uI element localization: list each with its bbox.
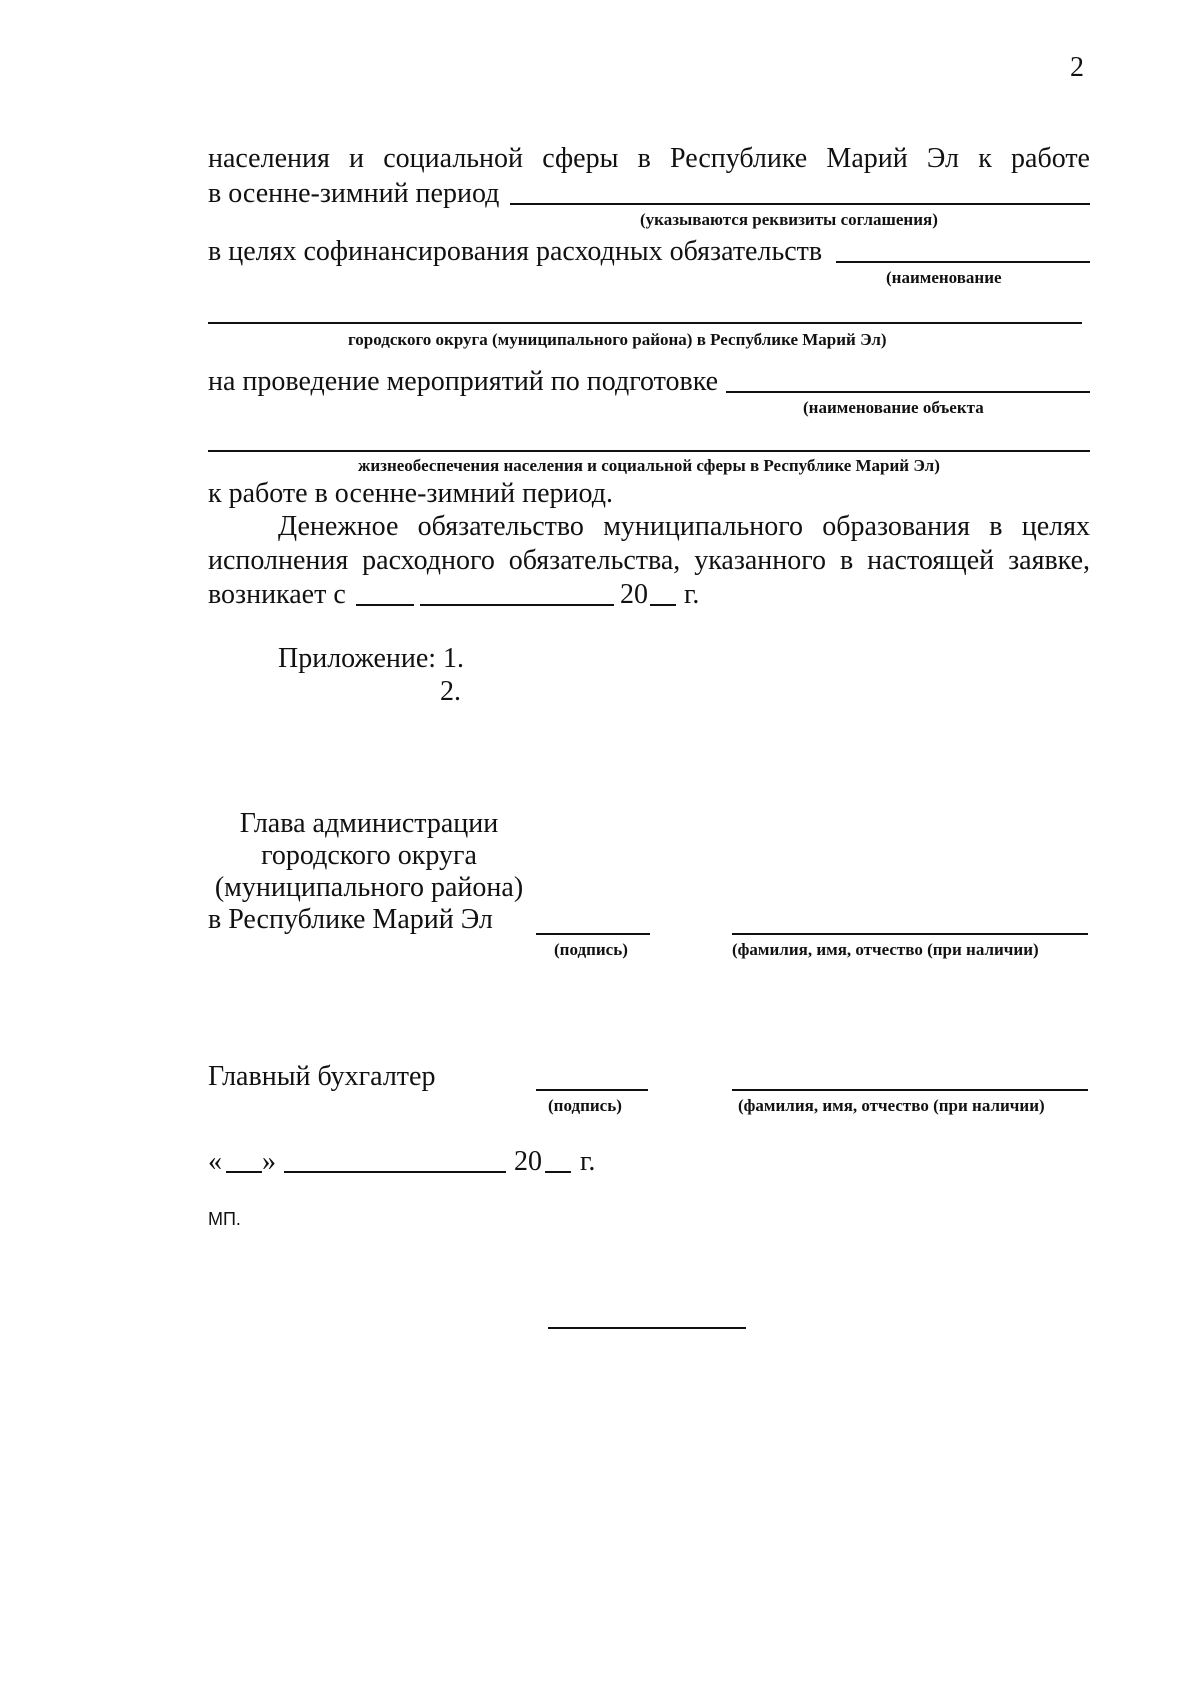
hint-object: (наименование объекта [803, 398, 984, 417]
head-title-line-2: городского округа [261, 840, 477, 871]
accountant-title: Главный бухгалтер [208, 1061, 436, 1092]
accountant-fio-hint: (фамилия, имя, отчество (при наличии) [738, 1096, 1045, 1115]
head-signature-line [536, 933, 650, 935]
paragraph-year-suffix: г. [684, 579, 700, 610]
accountant-signature-line [536, 1089, 648, 1091]
date-open-quote: « [208, 1146, 222, 1177]
head-title-line-4: в Республике Марий Эл [208, 904, 493, 935]
page-number: 2 [1070, 52, 1084, 83]
object-blank-line [726, 391, 1090, 393]
paragraph-line-2: исполнения расходного обязательства, указанного в настоящей заявке, [208, 545, 1090, 576]
head-title-block [208, 808, 530, 936]
day-blank-line [356, 604, 414, 606]
paragraph-line-1: Денежное обязательство муниципального образования в целях [278, 511, 1090, 542]
date-day-blank [226, 1171, 262, 1173]
appendix-item-2: 2. [440, 676, 461, 707]
year-blank-line [650, 604, 676, 606]
paragraph-year: 20 [620, 579, 648, 610]
text-line-3: в целях софинансирования расходных обязательств [208, 236, 823, 267]
hint-name: (наименование [886, 268, 1002, 287]
text-line-2: в осенне-зимний период [208, 178, 500, 209]
head-fio-hint: (фамилия, имя, отчество (при наличии) [732, 940, 1039, 959]
paragraph-line-3-start: возникает с [208, 579, 346, 610]
municipality-blank-line-2 [208, 322, 1082, 324]
accountant-fio-line [732, 1089, 1088, 1091]
hint-district: городского округа (муниципального района) в Республике Марий Эл) [348, 330, 887, 349]
hint-life: жизнеобеспечения населения и социальной сферы в Республике Марий Эл) [358, 456, 940, 475]
date-year: 20 [514, 1146, 542, 1177]
head-title-line-1: Глава администрации [239, 808, 499, 839]
date-month-blank [284, 1171, 506, 1173]
date-year-suffix: г. [580, 1146, 596, 1177]
appendix-label: Приложение: 1. [278, 643, 465, 674]
date-close-quote: » [262, 1146, 276, 1177]
text-line-1: населения и социальной сферы в Республике Марий Эл к работе [208, 143, 1090, 174]
closing-separator [548, 1327, 746, 1329]
municipality-blank-line [836, 261, 1090, 263]
object-blank-line-2 [208, 450, 1090, 452]
accountant-signature-hint: (подпись) [548, 1096, 622, 1115]
agreement-blank-line [510, 203, 1090, 205]
head-signature-hint: (подпись) [554, 940, 628, 959]
hint-agreement: (указываются реквизиты соглашения) [640, 210, 938, 229]
stamp-place: МП. [208, 1209, 241, 1229]
head-title-line-3: (муниципального района) [214, 872, 524, 903]
text-line-5: к работе в осенне-зимний период. [208, 478, 613, 509]
head-fio-line [732, 933, 1088, 935]
date-year-blank [545, 1171, 571, 1173]
text-line-4: на проведение мероприятий по подготовке [208, 366, 719, 397]
month-blank-line [420, 604, 614, 606]
